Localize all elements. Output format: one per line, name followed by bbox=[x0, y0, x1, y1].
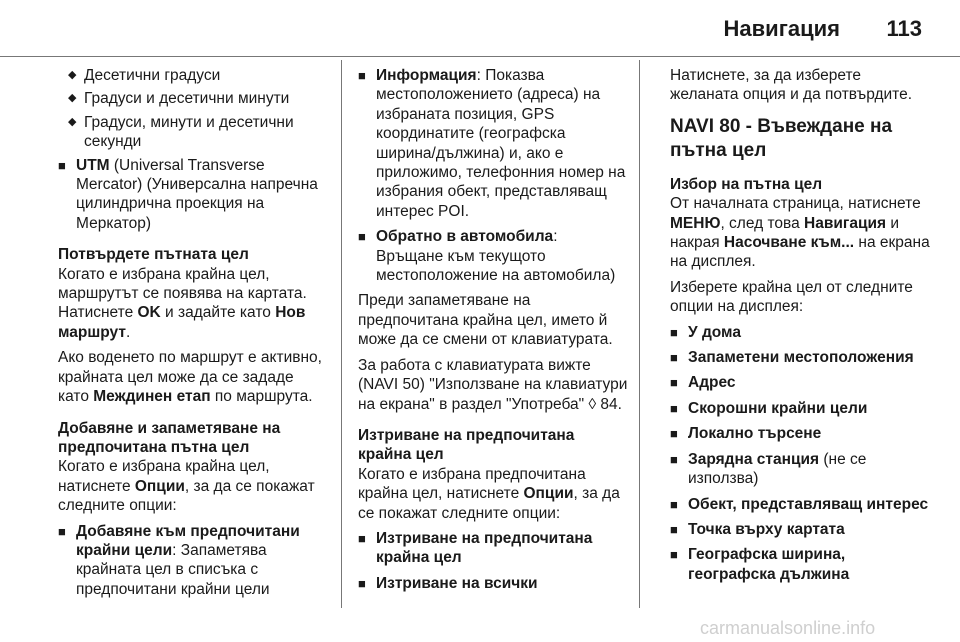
square-bullet-icon: ■ bbox=[358, 575, 366, 591]
list-item bbox=[670, 495, 932, 514]
list-item-term: Точка върху картата bbox=[688, 520, 845, 538]
list-item bbox=[358, 66, 628, 221]
section-heading: Изтриване на предпочитана крайна цел bbox=[358, 426, 575, 464]
paragraph: От началната страница, натиснете МЕНЮ, след това Навигация и накрая Насочване към... на екрана на дисплея. bbox=[670, 195, 930, 271]
square-bullet-icon: ■ bbox=[670, 547, 678, 563]
square-bullet-icon: ■ bbox=[358, 68, 366, 83]
destination-options-list bbox=[670, 323, 932, 584]
list-item bbox=[58, 522, 328, 600]
list-item bbox=[58, 89, 328, 108]
list-item bbox=[670, 450, 932, 489]
list-item-desc: (не се използва) bbox=[688, 450, 867, 488]
list-item-term: Географска ширина, географска дължина bbox=[688, 546, 850, 583]
paragraph: Изберете крайна цел от следните опции на дисплея: bbox=[670, 278, 913, 316]
page-header bbox=[0, 0, 960, 56]
list-item bbox=[358, 574, 628, 593]
page-number: 113 bbox=[886, 16, 922, 41]
list-item-term: Добавяне към предпочитани крайни цели bbox=[76, 522, 300, 559]
list-item bbox=[670, 348, 932, 367]
square-bullet-icon: ■ bbox=[670, 451, 678, 467]
square-bullet-icon: ■ bbox=[670, 400, 678, 416]
list-item-term: Изтриване на предпочитана крайна цел bbox=[376, 529, 593, 567]
list-item-term: Изтриване на всички bbox=[376, 574, 538, 592]
paragraph: За работа с клавиатурата вижте (NAVI 50) "Използване на клавиатури на екрана" в раздел "Употреба" ◊ 84. bbox=[358, 356, 628, 413]
list-item bbox=[670, 323, 932, 342]
diamond-bullet-icon: ◆ bbox=[68, 92, 77, 105]
section-heading: Потвърдете пътната цел bbox=[58, 246, 249, 264]
square-bullet-icon: ■ bbox=[670, 375, 678, 391]
square-bullet-icon: ■ bbox=[58, 157, 66, 173]
list-item-term: Обратно в автомобила bbox=[376, 228, 554, 246]
column-2 bbox=[358, 66, 628, 599]
list-item bbox=[358, 227, 628, 285]
column-divider-1 bbox=[341, 60, 342, 608]
list-item-desc: (Universal Transverse Mercator) (Универсална напречна цилиндрична проекция на Меркатор) bbox=[76, 156, 318, 232]
column-3 bbox=[670, 66, 932, 590]
section-heading: Избор на пътна цел bbox=[670, 175, 823, 193]
list-item-term: Скорошни крайни цели bbox=[688, 399, 868, 417]
square-bullet-icon: ■ bbox=[670, 350, 678, 366]
list-item-term: Обект, представляващ интерес bbox=[688, 495, 929, 513]
list-item-desc: : Запаметява крайната цел в списъка с предпочитани крайни цели bbox=[76, 541, 270, 598]
paragraph: Натиснете, за да изберете желаната опция и да потвърдите. bbox=[670, 67, 913, 104]
list-item bbox=[58, 156, 328, 234]
paragraph: Когато е избрана крайна цел, маршрутът се появява на картата. Натиснете OK и задайте като Нов маршрут. bbox=[58, 265, 307, 341]
list-item bbox=[670, 399, 932, 418]
header-divider bbox=[0, 56, 960, 57]
list-item-term: Адрес bbox=[688, 374, 736, 392]
square-bullet-icon: ■ bbox=[358, 229, 366, 245]
list-item-term: У дома bbox=[688, 323, 741, 341]
section-title: NAVI 80 - Въвеждане на пътна цел bbox=[670, 115, 893, 161]
square-bullet-icon: ■ bbox=[670, 496, 678, 512]
list-item-label: Градуси и десетични минути bbox=[84, 90, 290, 108]
chapter-title: Навигация bbox=[723, 16, 840, 41]
list-item-term: Запаметени местоположения bbox=[688, 349, 914, 367]
page-ref-icon: ◊ 84. bbox=[584, 395, 622, 413]
paragraph: Преди запаметяване на предпочитана крайна цел, името й може да се смени от клавиатурата. bbox=[358, 292, 613, 349]
square-bullet-icon: ■ bbox=[670, 521, 678, 537]
list-item-desc: : Показва местоположението (адреса) на избраната позиция, GPS координатите (географска ширина/дължина) и, ако е приложимо, телефонния номер на избрания обект, представляващ интерес POI. bbox=[376, 67, 626, 220]
list-item-term: Зарядна станция bbox=[688, 450, 820, 468]
list-item bbox=[670, 520, 932, 539]
diamond-bullet-icon: ◆ bbox=[68, 69, 77, 81]
list-item bbox=[670, 545, 932, 584]
list-item bbox=[670, 424, 932, 443]
list-item-label: Десетични градуси bbox=[84, 67, 221, 84]
square-bullet-icon: ■ bbox=[670, 426, 678, 442]
square-bullet-icon: ■ bbox=[670, 324, 678, 340]
list-item-term: UTM bbox=[76, 156, 110, 174]
paragraph: Ако воденето по маршрут е активно, крайната цел може да се зададе като Междинен етап по маршрута. bbox=[58, 349, 322, 406]
list-item bbox=[670, 373, 932, 392]
paragraph: Когато е избрана крайна цел, натиснете Опции, за да се покажат следните опции: bbox=[58, 458, 315, 515]
square-bullet-icon: ■ bbox=[358, 530, 366, 546]
list-item bbox=[58, 66, 328, 85]
square-bullet-icon: ■ bbox=[58, 523, 66, 539]
list-item bbox=[58, 113, 328, 152]
list-item-desc: : Връщане към текущото местоположение на автомобила) bbox=[376, 228, 616, 285]
section-heading: Добавяне и запаметяване на предпочитана пътна цел bbox=[58, 419, 281, 456]
column-divider-2 bbox=[639, 60, 640, 608]
list-item-term: Локално търсене bbox=[688, 425, 822, 443]
list-item bbox=[358, 529, 628, 568]
watermark: carmanualsonline.info bbox=[700, 618, 876, 638]
list-item-label: Градуси, минути и десетични секунди bbox=[84, 113, 294, 151]
column-1 bbox=[58, 66, 328, 605]
diamond-bullet-icon: ◆ bbox=[68, 115, 77, 128]
list-item-term: Информация bbox=[376, 67, 477, 84]
paragraph: Когато е избрана предпочитана крайна цел, натиснете Опции, за да се покажат следните опции: bbox=[358, 465, 620, 522]
